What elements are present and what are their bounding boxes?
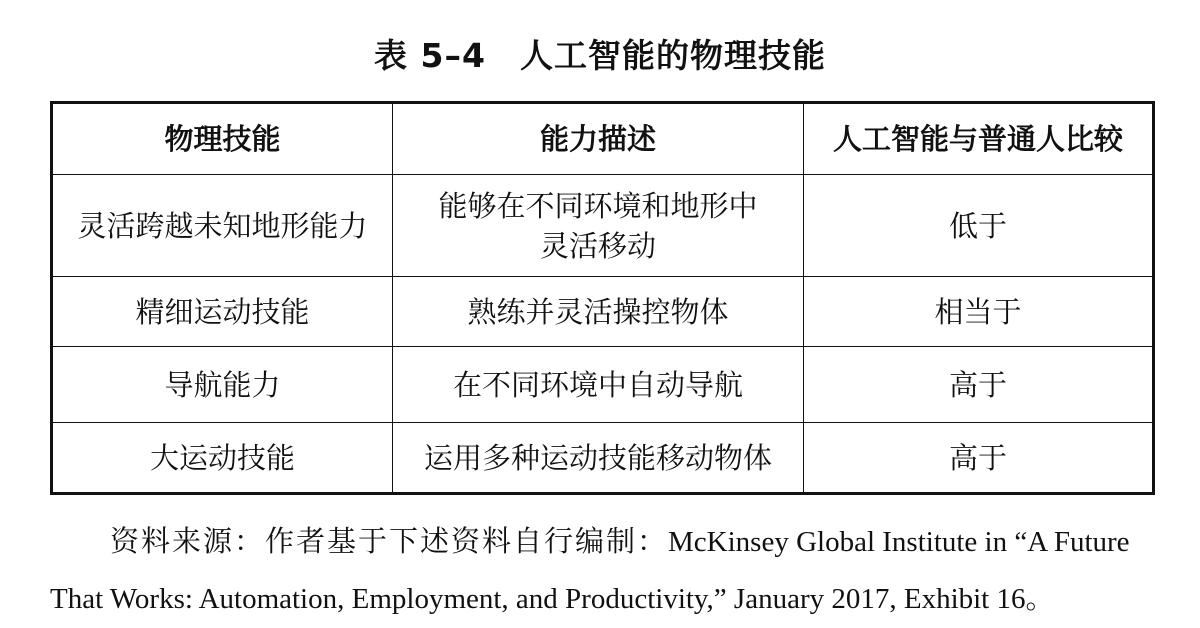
- description-line: 能够在不同环境和地形中: [438, 188, 758, 223]
- comparison-cell: 高于: [804, 347, 1154, 423]
- description-cell: 熟练并灵活操控物体: [393, 277, 804, 347]
- description-cell: [393, 175, 804, 277]
- description-line: 灵活移动: [539, 228, 656, 263]
- column-header-description: 能力描述: [393, 103, 804, 175]
- skill-cell: 精细运动技能: [52, 277, 393, 347]
- table-row: [52, 347, 1154, 423]
- column-header-skill: 物理技能: [52, 103, 393, 175]
- description-cell: 运用多种运动技能移动物体: [393, 423, 804, 494]
- source-note: [50, 514, 1160, 628]
- source-text: McKinsey Global Institute in “A Future That Works: Automation, Employment, and Productivity,” January 2017, Exhibit 16。: [50, 526, 1130, 615]
- description-cell: 在不同环境中自动导航: [393, 347, 804, 423]
- physical-skills-table: [50, 101, 1155, 495]
- table-row: [52, 423, 1154, 494]
- skill-cell: 导航能力: [52, 347, 393, 423]
- table-row: [52, 277, 1154, 347]
- skill-cell: 大运动技能: [52, 423, 393, 494]
- comparison-cell: 低于: [804, 175, 1154, 277]
- table-title: 表 5–4 人工智能的物理技能: [374, 36, 826, 75]
- comparison-cell: 相当于: [804, 277, 1154, 347]
- column-header-comparison: 人工智能与普通人比较: [804, 103, 1154, 175]
- skill-cell: 灵活跨越未知地形能力: [52, 175, 393, 277]
- source-label: 资料来源：作者基于下述资料自行编制：: [110, 526, 669, 558]
- comparison-cell: 高于: [804, 423, 1154, 494]
- table-row: [52, 175, 1154, 277]
- table-header-row: [52, 103, 1154, 175]
